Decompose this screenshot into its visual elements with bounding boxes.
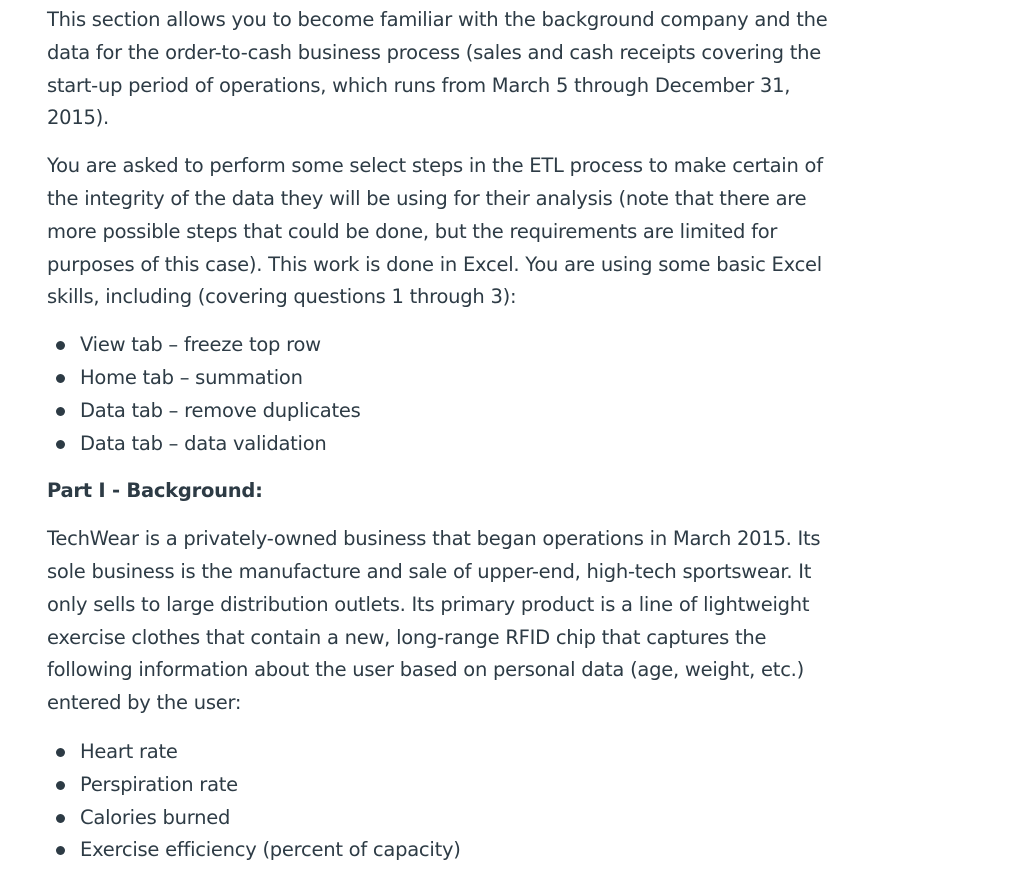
list-item: Home tab – summation — [47, 362, 837, 395]
list-item: Data tab – data validation — [47, 428, 837, 461]
list-item: View tab – freeze top row — [47, 329, 837, 362]
captured-info-list — [47, 736, 837, 867]
excel-skills-list — [47, 329, 837, 460]
list-item: Calories burned — [47, 802, 837, 835]
list-item: Heart rate — [47, 736, 837, 769]
intro-paragraph-1: This section allows you to become familiar with the background company and the data for the order-to-cash business process (sales and cash receipts covering the start-up period of operations, which runs from March 5 through December 31, 2015). — [47, 8, 828, 130]
part1-heading: Part I - Background: — [47, 479, 263, 503]
document-content — [47, 4, 837, 882]
list-item: Exercise efficiency (percent of capacity) — [47, 834, 837, 867]
intro-paragraph-2: You are asked to perform some select steps in the ETL process to make certain of the integrity of the data they will be using for their analysis (note that there are more possible steps that could be done, but the requirements are limited for purposes of this case). This work is done in Excel. You are using some basic Excel skills, including (covering questions 1 through 3): — [47, 154, 823, 309]
list-item: Perspiration rate — [47, 769, 837, 802]
part1-paragraph: TechWear is a privately-owned business that began operations in March 2015. Its sole business is the manufacture and sale of upper-end, high-tech sportswear. It only sells to large distribution outlets. Its primary product is a line of lightweight exercise clothes that contain a new, long-range RFID chip that captures the following information about the user based on personal data (age, weight, etc.) entered by the user: — [47, 527, 821, 715]
list-item: Data tab – remove duplicates — [47, 395, 837, 428]
